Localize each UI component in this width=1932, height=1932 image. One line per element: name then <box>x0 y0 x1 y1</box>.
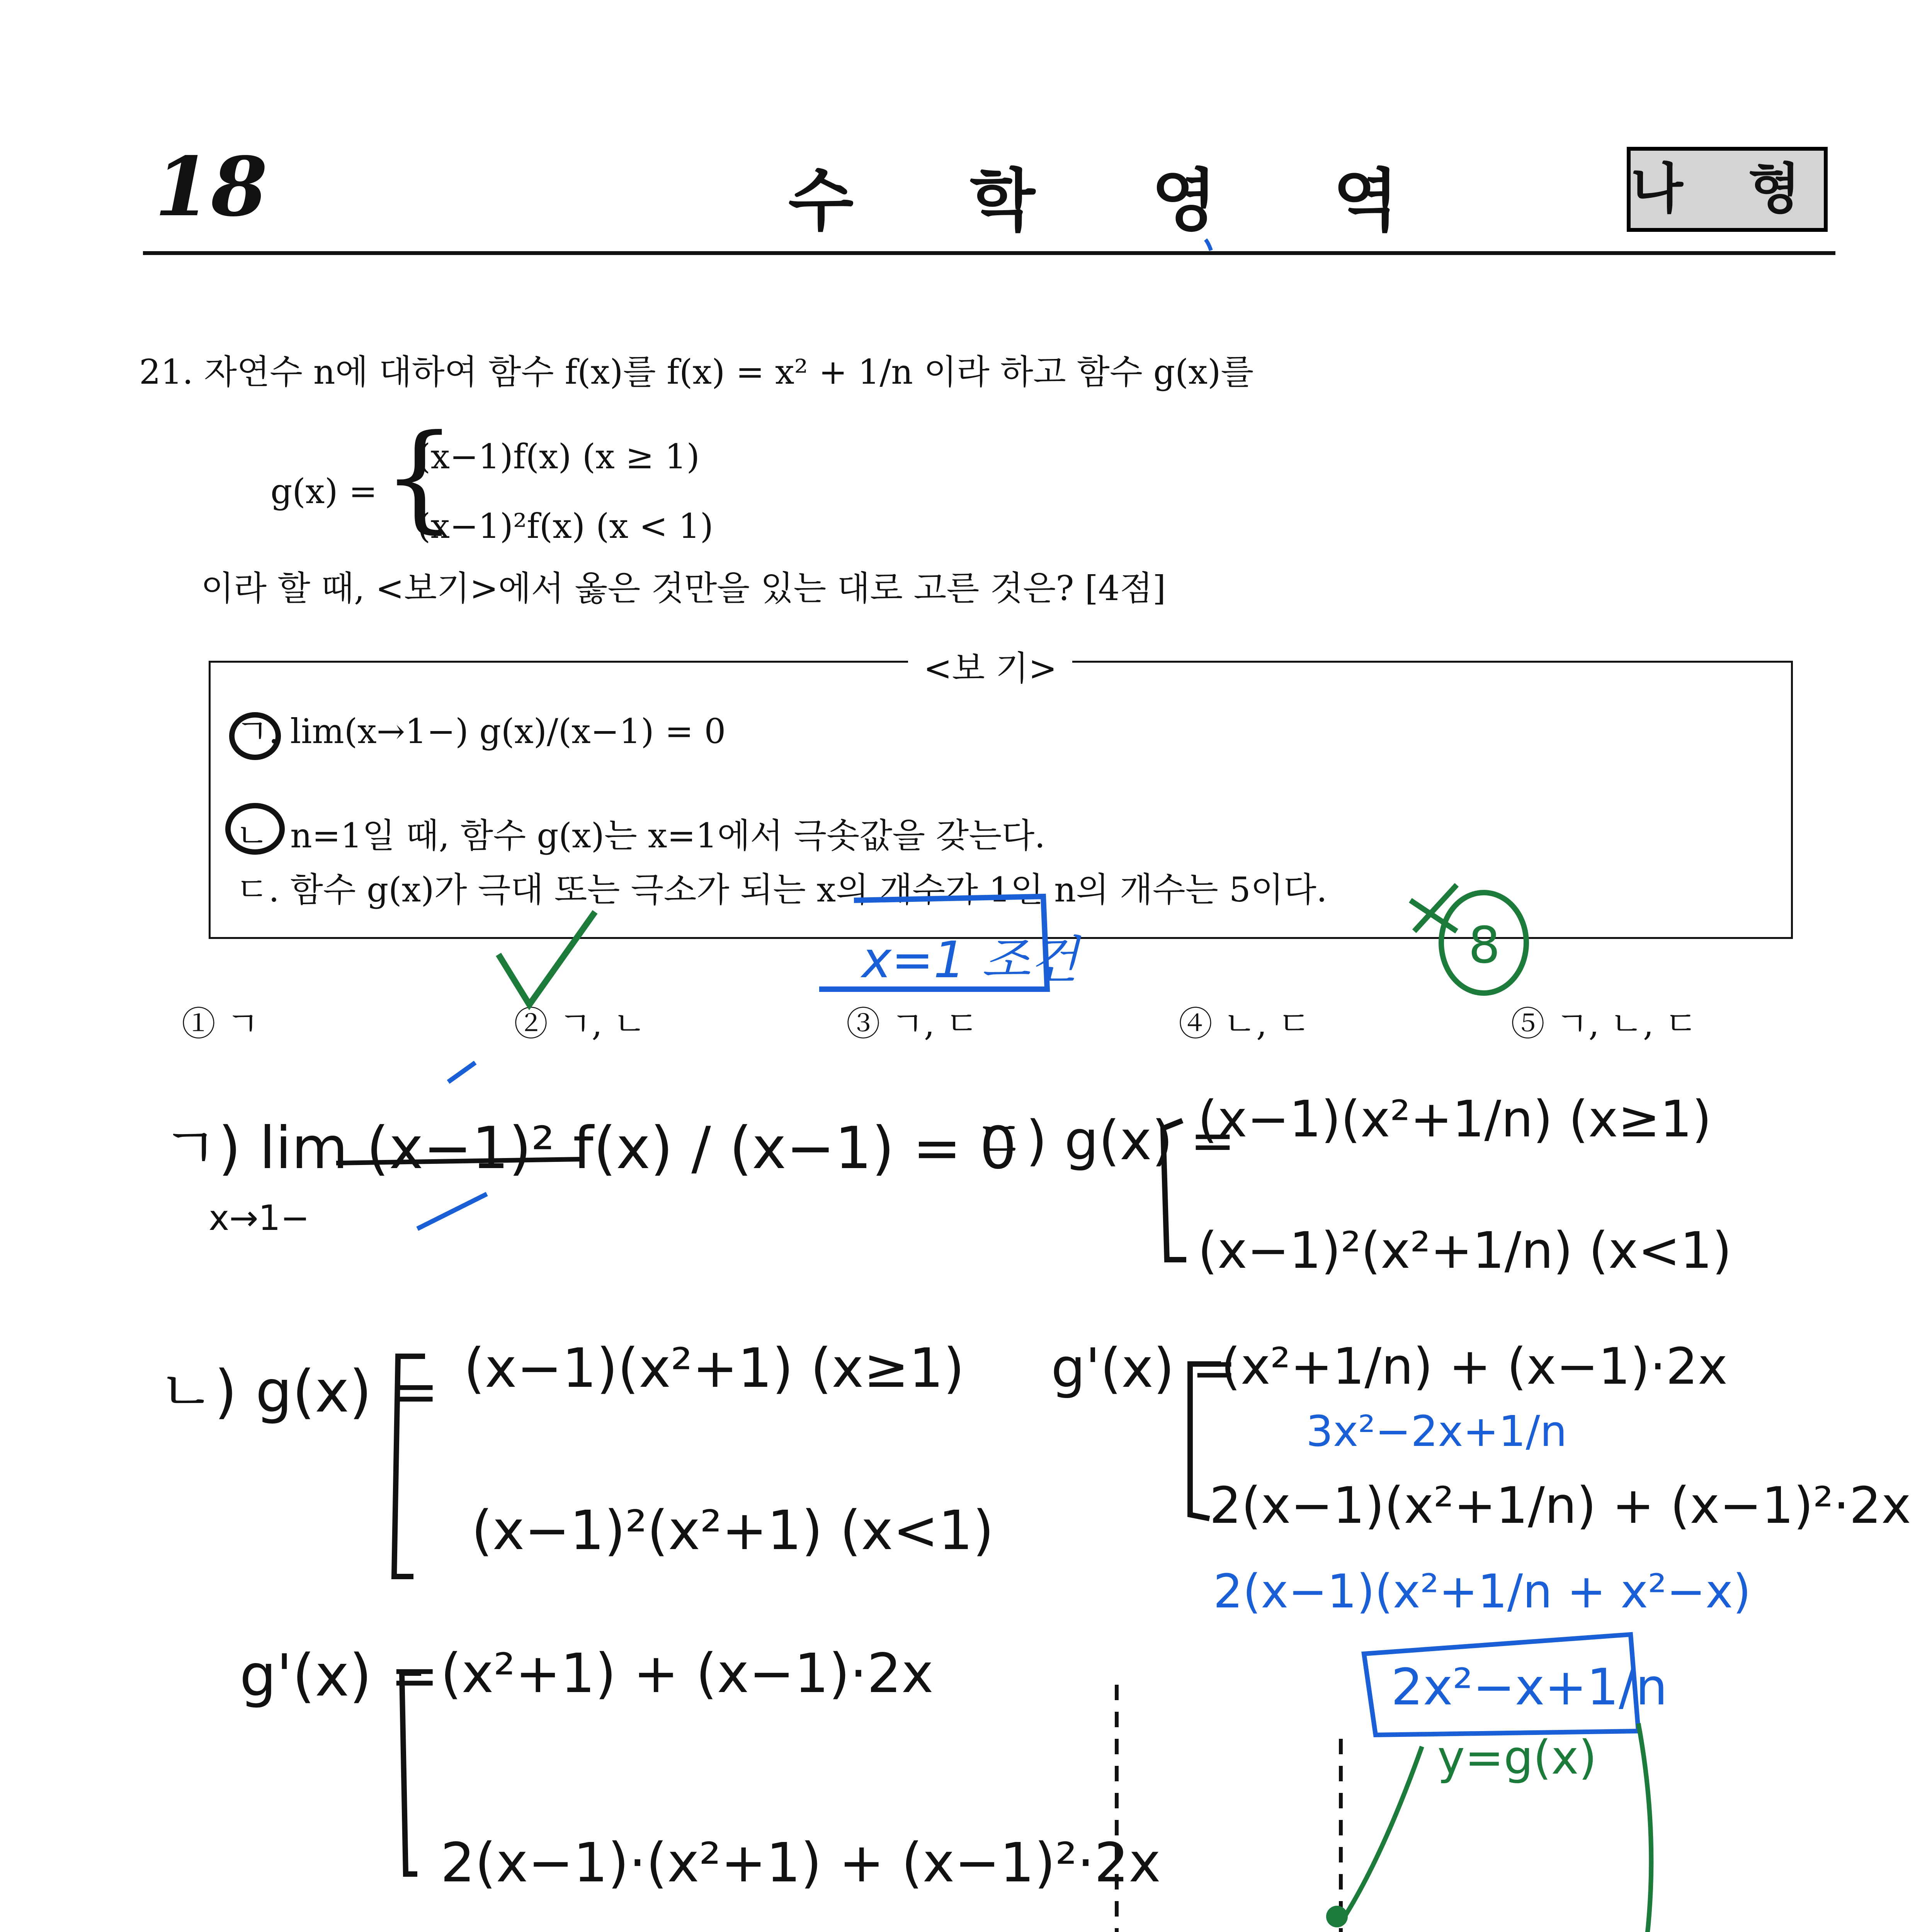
green-check-choice2 <box>498 912 595 1005</box>
problem-stem-text: 자연수 n에 대하여 함수 f(x)를 f(x) = x² + 1/n 이라 하고 함수 g(x)를 <box>204 352 1254 392</box>
cases-brace: { <box>383 410 456 544</box>
choice-1[interactable]: ① ㄱ <box>182 1004 259 1044</box>
sol-b-head: ㄴ) g(x) = <box>158 1358 439 1425</box>
case-1: (x−1)f(x) (x ≥ 1) <box>417 437 700 476</box>
sol-c-deriv2: 2(x−1)(x²+1/n) + (x−1)²·2x <box>1209 1476 1911 1535</box>
sol-b-case1: (x−1)(x²+1) (x≥1) <box>464 1337 965 1400</box>
sol-c-deriv1-blue: 3x²−2x+1/n <box>1306 1406 1567 1456</box>
sol-b-deriv2: 2(x−1)·(x²+1) + (x−1)²·2x <box>440 1832 1161 1895</box>
exam-type-badge: 나 형 <box>1627 147 1828 232</box>
sol-c-case1: (x−1)(x²+1/n) (x≥1) <box>1198 1090 1712 1148</box>
sol-c-boxed: 2x²−x+1/n <box>1391 1658 1668 1716</box>
green-eight: 8 <box>1468 916 1500 975</box>
sol-b-case2: (x−1)²(x²+1) (x<1) <box>471 1499 994 1562</box>
choice-3[interactable]: ③ ㄱ, ㄷ <box>846 1004 978 1044</box>
sol-c-case2: (x−1)²(x²+1/n) (x<1) <box>1198 1221 1732 1280</box>
bogi-item-1-marker: ㄱ. <box>236 711 279 751</box>
sol-a-sub: x→1− <box>209 1198 310 1238</box>
subject-title: 수 학 영 역 <box>788 162 1445 240</box>
sol-a: ㄱ) lim (x−1)² f(x) / (x−1) = 0 <box>162 1115 1017 1182</box>
choice-4[interactable]: ④ ㄴ, ㄷ <box>1179 1004 1311 1044</box>
circle-mark-item1 <box>232 715 278 757</box>
sol-c-head: ㄷ) g(x) = <box>974 1109 1236 1172</box>
blue-strike-bottom <box>417 1194 487 1229</box>
filled-point <box>1326 1906 1348 1927</box>
choice-2[interactable]: ② ㄱ, ㄴ <box>514 1004 646 1044</box>
sol-b-deriv1: (x²+1) + (x−1)·2x <box>440 1642 934 1705</box>
problem-question: 이라 할 때, <보기>에서 옳은 것만을 있는 대로 고른 것은? [4점] <box>201 568 1166 608</box>
bogi-item-1-text: lim(x→1−) g(x)/(x−1) = 0 <box>290 711 726 751</box>
choice-5[interactable]: ⑤ ㄱ, ㄴ, ㄷ <box>1511 1004 1697 1044</box>
green-arrow-line <box>1600 1723 1651 1932</box>
green-pointer-upper <box>1345 1747 1422 1917</box>
sol-c-deriv2-blue: 2(x−1)(x²+1/n + x²−x) <box>1213 1565 1751 1619</box>
page-number: 18 <box>155 139 268 235</box>
problem-number: 21. <box>139 352 193 392</box>
bogi-item-2-text: n=1일 때, 함수 g(x)는 x=1에서 극솟값을 갖는다. <box>290 816 1046 855</box>
blue-note: x=1 조건 <box>862 930 1079 989</box>
circle-mark-item2 <box>228 806 282 852</box>
sol-b-deriv-head: g'(x) = <box>240 1642 439 1709</box>
bogi-title: <보 기> <box>908 641 1072 690</box>
blue-strike-top <box>448 1063 475 1082</box>
g-label: g(x) = <box>270 471 378 511</box>
sol-c-deriv-head: g'(x) = <box>1051 1337 1237 1400</box>
bogi-item-3-text: 함수 g(x)가 극대 또는 극소가 되는 x의 개수가 1인 n의 개수는 5이다. <box>290 870 1327 910</box>
bogi-item-2-marker: ㄴ. <box>236 816 279 855</box>
blue-stray-mark <box>1206 240 1211 250</box>
label-y-gx-green: y=g(x) <box>1437 1731 1597 1785</box>
sol-c-deriv1: (x²+1/n) + (x−1)·2x <box>1221 1337 1728 1396</box>
bogi-item-3-marker: ㄷ. <box>236 870 279 910</box>
case-2: (x−1)²f(x) (x < 1) <box>417 506 714 546</box>
